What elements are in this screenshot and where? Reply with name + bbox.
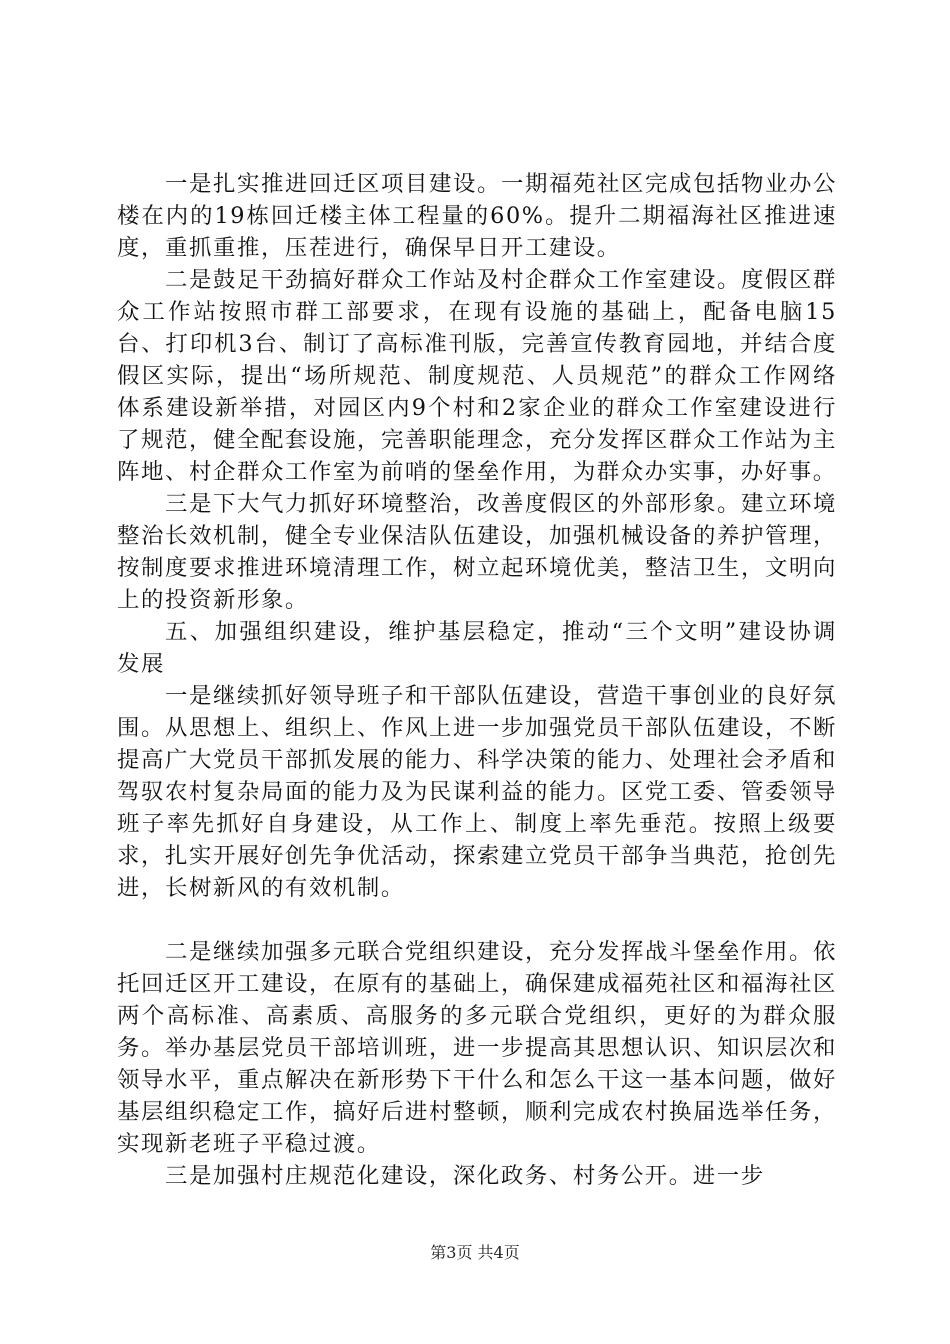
document-body xyxy=(117,168,837,1192)
paragraph-village-standardization: 三是加强村庄规范化建设，深化政务、村务公开。进一步 xyxy=(165,1163,765,1189)
paragraph-party-organization: 二是继续加强多元联合党组织建设，充分发挥战斗堡垒作用。依托回迁区开工建设，在原有的基础上，确保建成福苑社区和福海社区两个高标准、高素质、高服务的多元联合党组织，更好的为群众服务。举办基层党员干部培训班，进一步提高其思想认识、知识层次和领导水平，重点解决在新形势下干什么和怎么干这一基本问题，做好基层组织稳定工作，搞好后进村整顿，顺利完成农村换届选举任务，实现新老班子平稳过渡。 xyxy=(117,939,837,1157)
page-number: 第3页 共4页 xyxy=(430,1243,520,1262)
page-footer xyxy=(0,1243,950,1263)
paragraph-environment: 三是下大气力抓好环境整治，改善度假区的外部形象。建立环境整治长效机制，健全专业保洁队伍建设，加强机械设备的养护管理，按制度要求推进环境清理工作，树立起环境优美，整洁卫生，文明向上的投资新形象。 xyxy=(117,491,837,613)
paragraph-spacer xyxy=(117,904,837,936)
paragraph-mass-work-station: 二是鼓足干劲搞好群众工作站及村企群众工作室建设。度假区群众工作站按照市群工部要求，在现有设施的基础上，配备电脑15台、打印机3台、制订了高标准刊版，完善宣传教育园地，并结合度假区实际，提出“场所规范、制度规范、人员规范”的群众工作网络体系建设新举措，对园区内9个村和2家企业的群众工作室建设进行了规范，健全配套设施，完善职能理念，充分发挥区群众工作站为主阵地、村企群众工作室为前哨的堡垒作用，为群众办实事，办好事。 xyxy=(117,267,837,485)
paragraph-leadership: 一是继续抓好领导班子和干部队伍建设，营造干事创业的良好氛围。从思想上、组织上、作风上进一步加强党员干部队伍建设，不断提高广大党员干部抓发展的能力、科学决策的能力、处理社会矛盾和驾驭农村复杂局面的能力及为民谋利益的能力。区党工委、管委领导班子率先抓好自身建设，从工作上、制度上率先垂范。按照上级要求，扎实开展好创先争优活动，探索建立党员干部争当典范，抢创先进，长树新风的有效机制。 xyxy=(117,683,837,901)
section-heading-organization: 五、加强组织建设，维护基层稳定，推动“三个文明”建设协调发展 xyxy=(117,619,837,677)
paragraph-project-construction: 一是扎实推进回迁区项目建设。一期福苑社区完成包括物业办公楼在内的19栋回迁楼主体工程量的60%。提升二期福海社区推进速度，重抓重推，压茬进行，确保早日开工建设。 xyxy=(117,171,837,261)
